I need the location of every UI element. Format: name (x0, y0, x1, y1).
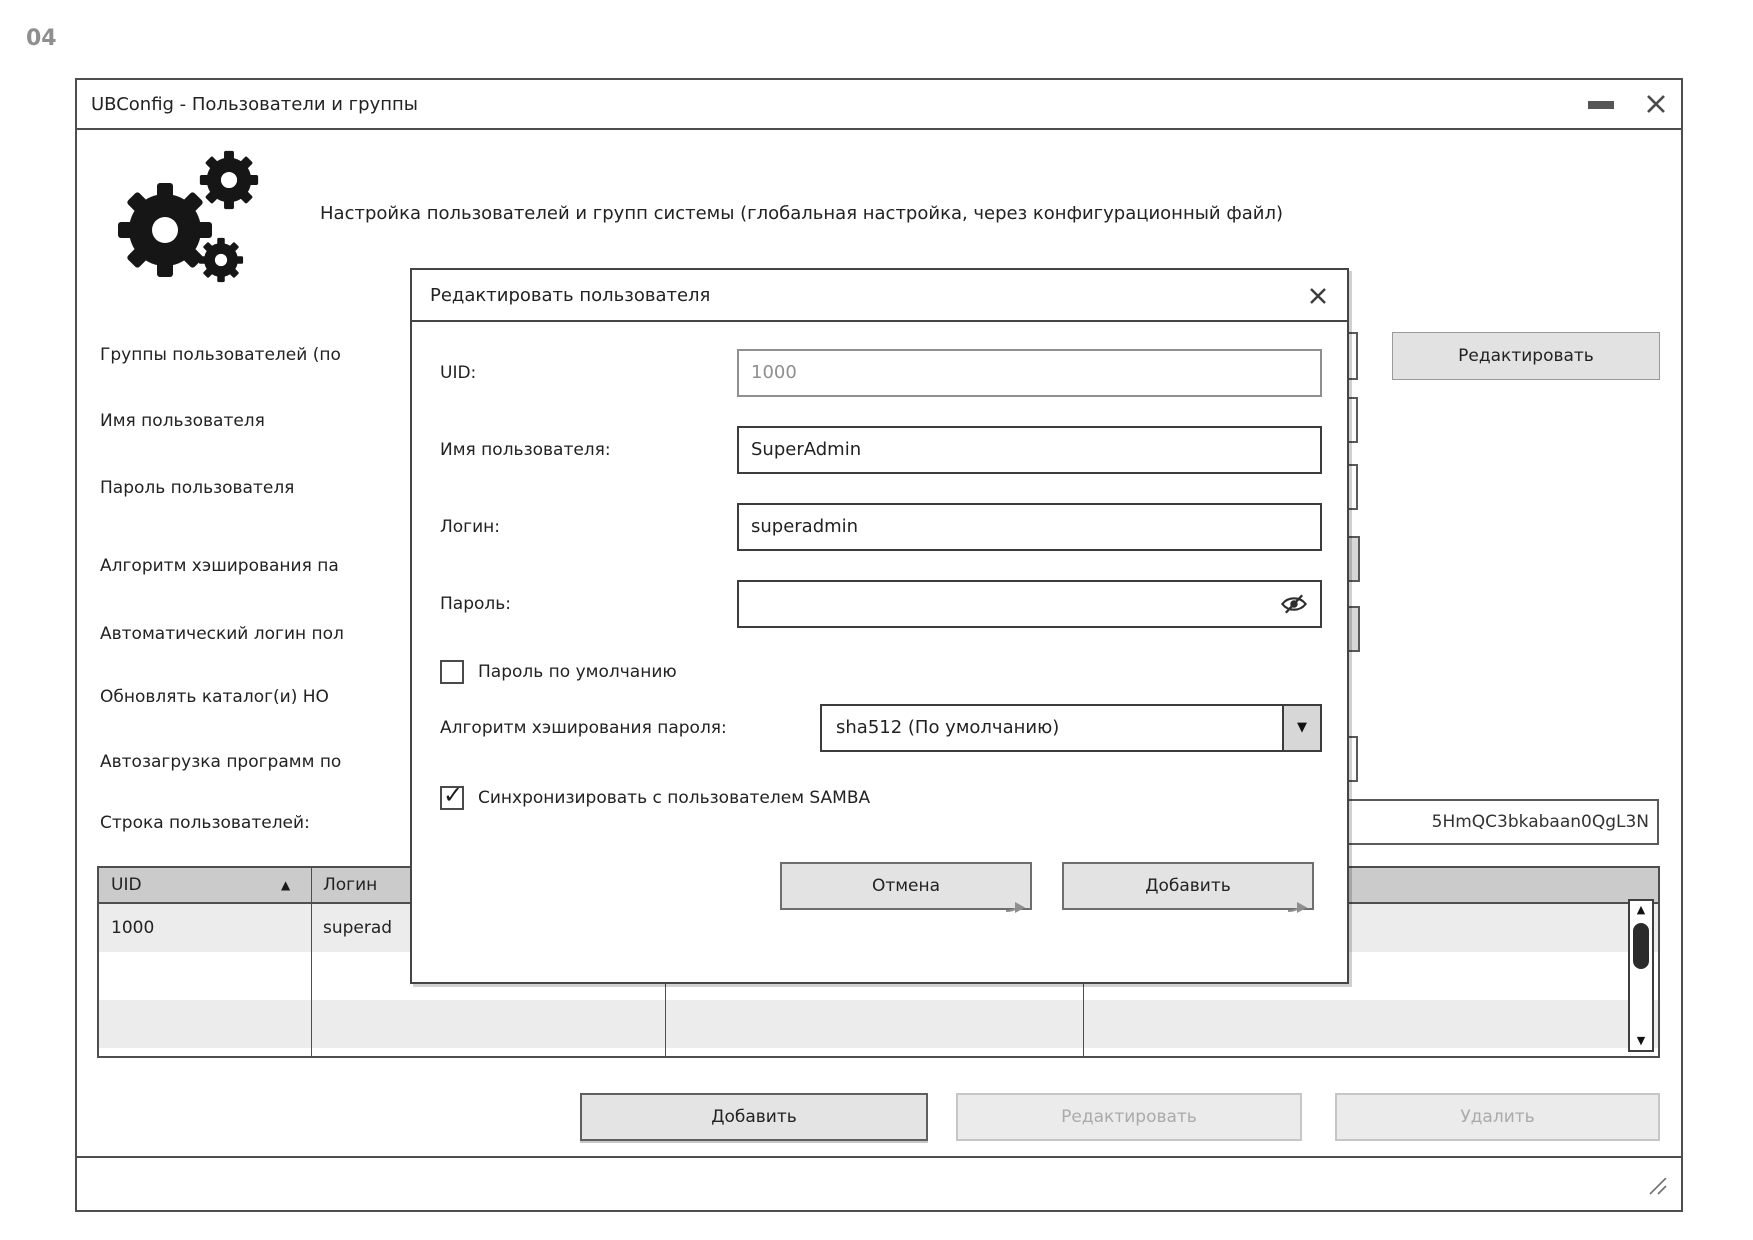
column-divider (311, 868, 312, 1056)
field-label-autostart: Автозагрузка программ по (100, 752, 342, 772)
intro-text: Настройка пользователей и групп системы (глобальная настройка, через конфигурационный файл) (320, 203, 1283, 224)
field-label-auto-login: Автоматический логин пол (100, 624, 344, 644)
link-arrow-icon (1005, 899, 1027, 915)
dialog-add-button-label: Добавить (1145, 876, 1231, 896)
uid-field: 1000 (737, 349, 1322, 397)
edit-groups-button[interactable] (1392, 332, 1660, 380)
sort-ascending-icon: ▲ (281, 878, 291, 892)
dialog-titlebar (412, 270, 1347, 322)
login-label: Логин: (440, 517, 501, 537)
field-label-update-home: Обновлять каталог(и) HO (100, 687, 329, 707)
field-label-hash-algorithm: Алгоритм хэширования па (100, 556, 339, 576)
cancel-button[interactable] (780, 862, 1032, 910)
name-field[interactable]: SuperAdmin (737, 426, 1322, 474)
page-number-label: 04 (26, 26, 57, 51)
table-scrollbar[interactable] (1628, 899, 1654, 1052)
chevron-down-icon[interactable]: ▼ (1282, 706, 1320, 750)
password-label: Пароль: (440, 594, 512, 614)
hash-algorithm-label: Алгоритм хэширования пароля: (440, 718, 727, 738)
hash-algorithm-value: sha512 (По умолчанию) (836, 717, 1060, 738)
window-title: UBConfig - Пользователи и группы (91, 94, 418, 115)
scroll-down-icon[interactable]: ▼ (1636, 1034, 1646, 1047)
add-user-button-label: Добавить (711, 1107, 797, 1127)
password-visibility-icon[interactable] (1280, 592, 1308, 616)
dialog-add-button[interactable] (1062, 862, 1314, 910)
password-field[interactable] (737, 580, 1322, 628)
cell-uid: 1000 (111, 918, 155, 938)
samba-sync-label: Синхронизировать с пользователем SAMBA (478, 788, 871, 808)
column-header-uid[interactable] (99, 868, 311, 902)
edit-user-dialog (410, 268, 1349, 984)
default-password-label: Пароль по умолчанию (478, 662, 677, 682)
field-label-user-password: Пароль пользователя (100, 478, 295, 498)
login-field[interactable]: superadmin (737, 503, 1322, 551)
field-label-user-name: Имя пользователя (100, 411, 265, 431)
field-label-user-groups: Группы пользователей (по (100, 345, 341, 365)
edit-user-button (956, 1093, 1302, 1141)
dialog-title: Редактировать пользователя (430, 285, 711, 306)
uid-label: UID: (440, 363, 477, 383)
minimize-icon[interactable] (1588, 101, 1614, 109)
column-header-uid-label: UID (111, 875, 142, 895)
statusbar-divider (77, 1156, 1681, 1158)
link-arrow-icon (1287, 899, 1309, 915)
edit-groups-button-label: Редактировать (1458, 346, 1594, 366)
scroll-up-icon[interactable]: ▲ (1636, 903, 1646, 916)
samba-sync-checkbox[interactable] (440, 781, 464, 810)
gears-icon (105, 144, 275, 299)
users-string-value: 5HmQC3bkabaan0QgL3N (1431, 812, 1649, 832)
edit-user-button-label: Редактировать (1061, 1107, 1197, 1127)
hash-algorithm-select[interactable] (820, 704, 1322, 752)
cell-login: superad (323, 918, 393, 938)
field-label-users-string: Строка пользователей: (100, 813, 310, 833)
resize-grip-icon[interactable] (1648, 1178, 1668, 1196)
dialog-close-icon[interactable] (1308, 286, 1328, 306)
window-close-icon[interactable] (1644, 92, 1668, 116)
table-row[interactable] (99, 1000, 1658, 1048)
window-titlebar (77, 80, 1681, 130)
delete-user-button-label: Удалить (1460, 1107, 1535, 1127)
column-header-login-label: Логин (323, 875, 378, 895)
add-user-button[interactable] (580, 1093, 928, 1141)
name-label: Имя пользователя: (440, 440, 611, 460)
delete-user-button (1335, 1093, 1660, 1141)
scrollbar-thumb[interactable] (1633, 923, 1649, 969)
check-icon: ✓ (443, 781, 464, 809)
cancel-button-label: Отмена (871, 876, 941, 896)
default-password-checkbox[interactable] (440, 660, 464, 684)
